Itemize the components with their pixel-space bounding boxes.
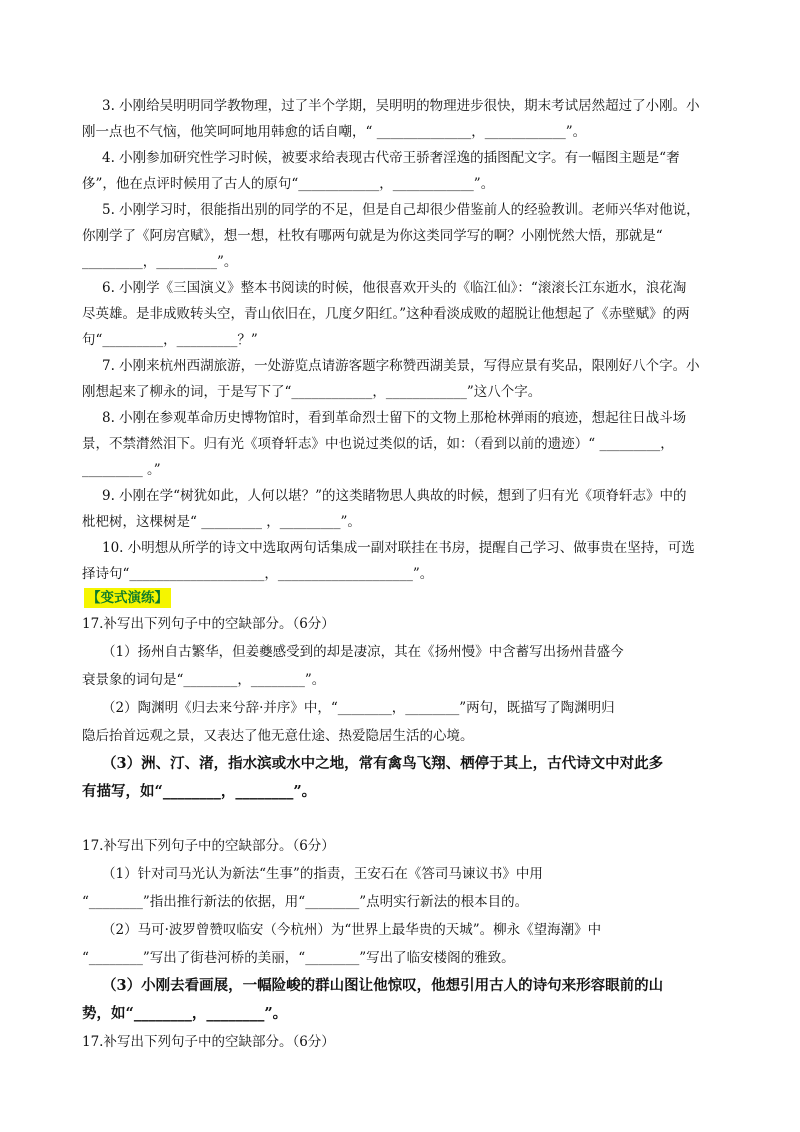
block3-title: 17.补写出下列句子中的空缺部分。（6分）	[82, 1034, 335, 1050]
q8-line-2: 景，不禁潸然泪下。归有光《项脊轩志》中也说过类似的话，如：（看到以前的遗迹）“ _________，	[82, 436, 674, 452]
q10-line-2: 择诗句“____________________，____________________”。	[82, 566, 434, 582]
q9-line-1: 9. 小刚在学“树犹如此，人何以堪？”的这类睹物思人典故的时候，想到了归有光《项脊轩志》中的	[102, 488, 687, 504]
block1-title: 17.补写出下列句子中的空缺部分。（6分）	[82, 616, 335, 632]
q6-line-2: 尽英雄。是非成败转头空，青山依旧在，几度夕阳红。”这种看淡成败的超脱让他想起了《赤壁赋》的两	[82, 306, 690, 322]
q9-line-2: 枇杷树，这棵树是“ _________ ，_________”。	[82, 514, 361, 530]
q4-line-2: 侈”，他在点评时候用了古人的原句“____________，____________”。	[82, 176, 495, 192]
q7-line-1: 7. 小刚来杭州西湖旅游，一处游览点请游客题字称赞西湖美景，写得应景有奖品，限刚好八个字。小	[102, 358, 700, 374]
q8-line-1: 8. 小刚在参观革命历史博物馆时，看到革命烈士留下的文物上那枪林弹雨的痕迹，想起往日战斗场	[102, 410, 687, 426]
block1-p2-line-2: 隐后抬首远观之景，又表达了他无意仕途、热爱隐居生活的心境。	[82, 728, 474, 744]
q3-line-2: 刚一点也不气恼，他笑呵呵地用韩愈的话自嘲，“ ______________，____________”。	[82, 124, 587, 140]
q8-line-3: _________ 。”	[82, 462, 161, 478]
block1-p1-line-1: （1）扬州自古繁华，但姜夔感受到的却是凄凉，其在《扬州慢》中含蓄写出扬州昔盛今	[102, 644, 624, 660]
block2-p3-line-1: （3）小刚去看画展，一幅险峻的群山图让他惊叹，他想引用古人的诗句来形容眼前的山	[102, 977, 664, 994]
q6-line-1: 6. 小刚学《三国演义》整本书阅读的时候，他很喜欢开头的《临江仙》：“滚滚长江东逝水，浪花淘	[102, 280, 687, 296]
block1-p3-line-2: 有描写，如“________，________”。	[82, 783, 317, 800]
block2-p2-line-2: “________”写出了街巷河桥的美丽，“________”写出了临安楼阁的雅致。	[82, 950, 515, 966]
block2-p1-line-2: “________”指出推行新法的依据，用“________”点明实行新法的根本目的。	[82, 894, 529, 910]
q5-line-1: 5. 小刚学习时，很能指出别的同学的不足，但是自己却很少借鉴前人的经验教训。老师兴华对他说，	[102, 202, 700, 218]
q5-line-2: 你刚学了《阿房宫赋》，想一想，杜牧有哪两句就是为你这类同学写的啊？小刚恍然大悟，那就是“	[82, 228, 663, 244]
block1-p1-line-2: 衰景象的词句是“________，________”。	[82, 672, 326, 688]
block1-p2-line-1: （2）陶渊明《归去来兮辞·并序》中，“________，________”两句，既描写了陶渊明归	[102, 700, 615, 716]
block2-p1-line-1: （1）针对司马光认为新法“生事”的指责，王安石在《答司马谏议书》中用	[102, 866, 543, 882]
q6-line-3: 句“_________，_________？”	[82, 332, 258, 348]
block2-p3-line-2: 势，如“________，________”。	[82, 1005, 288, 1022]
block2-p2-line-1: （2）马可·波罗曾赞叹临安（今杭州）为“世界上最华贵的天城”。柳永《望海潮》中	[102, 922, 602, 938]
q7-line-2: 刚想起来了柳永的词，于是写下了“____________，____________”这八个字。	[82, 384, 542, 400]
section-tag-variant-practice: 【变式演练】	[84, 588, 171, 608]
q10-line-1: 10. 小明想从所学的诗文中选取两句话集成一副对联挂在书房，提醒自己学习、做事贵在坚持，可选	[102, 540, 695, 556]
q3-line-1: 3. 小刚给吴明明同学教物理，过了半个学期，吴明明的物理进步很快，期末考试居然超过了小刚。小	[102, 98, 700, 114]
block1-p3-line-1: （3）洲、汀、渚，指水滨或水中之地，常有禽鸟飞翔、栖停于其上，古代诗文中对此多	[102, 755, 664, 772]
q5-line-3: _________，_________”。	[82, 254, 238, 270]
block2-title: 17.补写出下列句子中的空缺部分。（6分）	[82, 838, 335, 854]
q4-line-1: 4. 小刚参加研究性学习时候，被要求给表现古代帝王骄奢淫逸的插图配文字。有一幅图主题是“奢	[102, 150, 680, 166]
